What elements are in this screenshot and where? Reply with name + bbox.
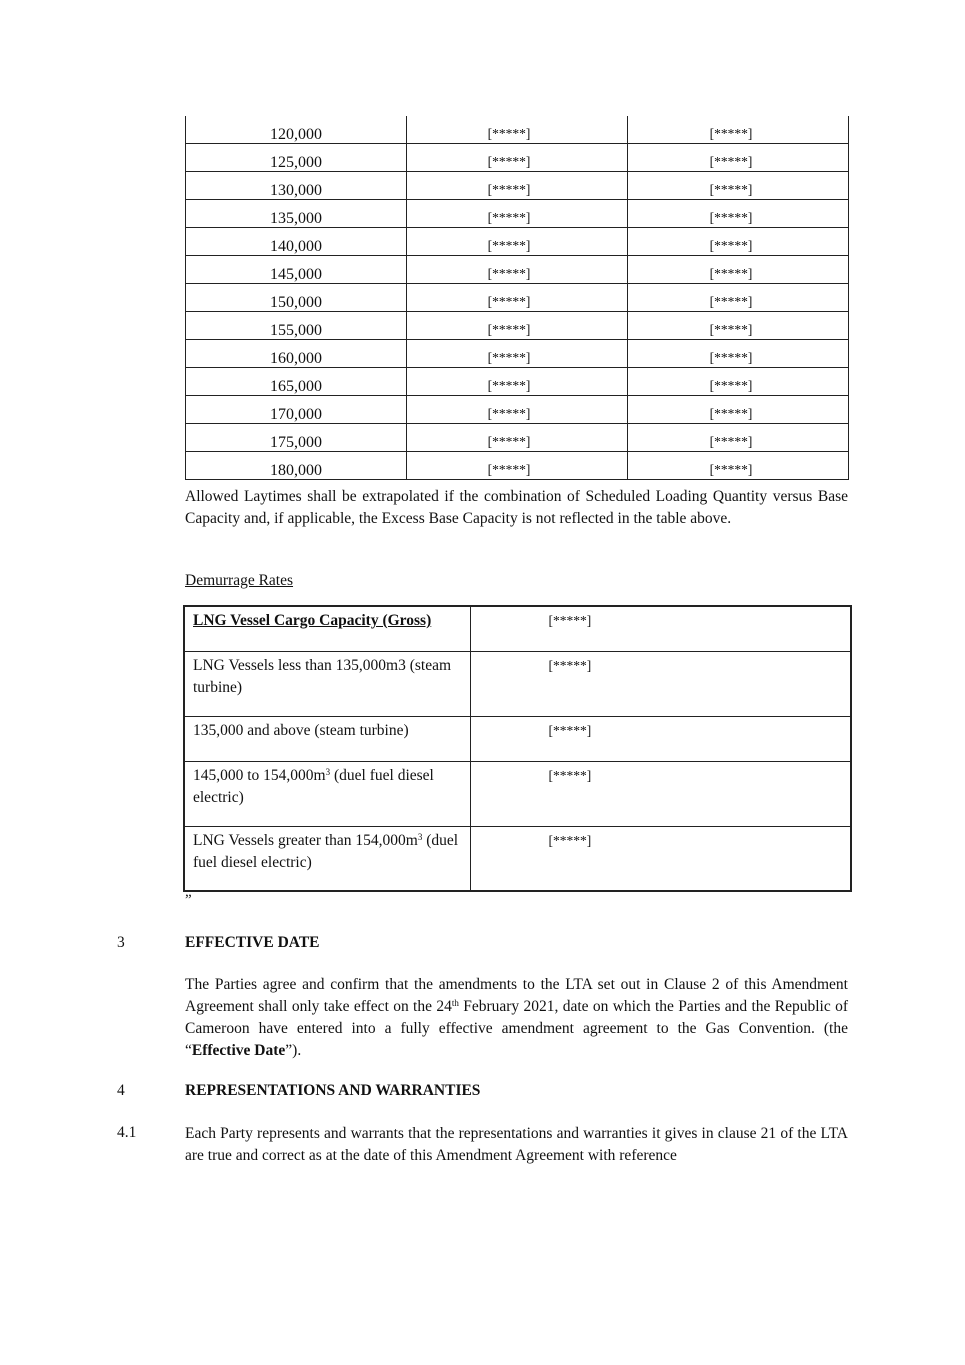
laytime-value-cell: [*****] [407, 256, 628, 284]
demurrage-table [183, 605, 852, 892]
demurrage-row [184, 651, 851, 716]
laytime-value-cell: [*****] [628, 200, 849, 228]
laytime-value-cell: [*****] [407, 312, 628, 340]
laytime-quantity-cell: 125,000 [186, 144, 407, 172]
laytime-value-cell: [*****] [407, 424, 628, 452]
laytime-quantity-cell: 140,000 [186, 228, 407, 256]
laytime-value-cell: [*****] [628, 396, 849, 424]
demurrage-row-label: 135,000 and above (steam turbine) [184, 716, 470, 761]
demurrage-row-label: LNG Vessels less than 135,000m3 (steam turbine) [184, 651, 470, 716]
demurrage-row [184, 826, 851, 891]
laytime-value-cell: [*****] [407, 200, 628, 228]
laytime-value-cell: [*****] [628, 452, 849, 480]
demurrage-row [184, 761, 851, 826]
laytime-value-cell: [*****] [628, 368, 849, 396]
laytime-row [186, 368, 849, 396]
laytime-value-cell: [*****] [407, 172, 628, 200]
laytime-value-cell: [*****] [407, 228, 628, 256]
laytime-quantity-cell: 120,000 [186, 116, 407, 144]
laytime-value-cell: [*****] [628, 172, 849, 200]
laytime-row [186, 116, 849, 144]
laytime-row [186, 452, 849, 480]
demurrage-heading: Demurrage Rates [185, 572, 294, 589]
laytime-quantity-cell: 170,000 [186, 396, 407, 424]
laytime-row [186, 312, 849, 340]
laytime-value-cell: [*****] [407, 396, 628, 424]
demurrage-row [184, 716, 851, 761]
laytime-quantity-cell: 150,000 [186, 284, 407, 312]
laytime-row [186, 424, 849, 452]
demurrage-row-label: LNG Vessels greater than $154,000m^3$ (duel fuel diesel electric) [184, 826, 470, 891]
demurrage-row-value: [*****] [470, 826, 851, 891]
laytime-value-cell: [*****] [407, 116, 628, 144]
demurrage-row-value: [*****] [470, 716, 851, 761]
demurrage-header-row [184, 606, 851, 651]
demurrage-row-value: [*****] [470, 651, 851, 716]
demurrage-row-label: 145,000 to $154,000m^3$ (duel fuel diesel electric) [184, 761, 470, 826]
laytime-value-cell: [*****] [628, 116, 849, 144]
clause-3-text: The Parties agree and confirm that the amendments to the LTA set out in Clause 2 of this Amendment Agreement shall only take effect on the 24th February 2021, date on which the Parties and the Republic of Cameroon have entered into a fully effective amendment agreement to the Gas Convention. (the “Effective Date”). [185, 976, 848, 1059]
clause-4-1-number: 4.1 [117, 1124, 137, 1141]
laytime-row [186, 256, 849, 284]
laytime-quantity-cell: 145,000 [186, 256, 407, 284]
laytime-row [186, 144, 849, 172]
laytime-value-cell: [*****] [628, 256, 849, 284]
demurrage-header-label: LNG Vessel Cargo Capacity (Gross) [184, 606, 470, 651]
laytime-row [186, 200, 849, 228]
closing-quote: ” [185, 892, 192, 908]
laytime-quantity-cell: 155,000 [186, 312, 407, 340]
laytime-value-cell: [*****] [407, 144, 628, 172]
laytime-row [186, 396, 849, 424]
laytime-row [186, 340, 849, 368]
laytime-row [186, 172, 849, 200]
laytime-value-cell: [*****] [407, 284, 628, 312]
clause-4-1-text: Each Party represents and warrants that the representations and warranties it gives in clause 21 of the LTA are true and correct as at the date of this Amendment Agreement with reference [185, 1125, 848, 1164]
laytime-quantity-cell: 130,000 [186, 172, 407, 200]
laytime-value-cell: [*****] [628, 284, 849, 312]
laytime-value-cell: [*****] [628, 228, 849, 256]
clause-4-number: 4 [117, 1082, 125, 1099]
clause-3-number: 3 [117, 934, 125, 951]
clause-3-title: EFFECTIVE DATE [185, 934, 320, 951]
laytime-value-cell: [*****] [407, 340, 628, 368]
laytime-quantity-cell: 160,000 [186, 340, 407, 368]
demurrage-header-value: [*****] [470, 606, 851, 651]
demurrage-row-value: [*****] [470, 761, 851, 826]
laytime-row [186, 284, 849, 312]
clause-4-title: REPRESENTATIONS AND WARRANTIES [185, 1082, 481, 1099]
laytime-quantity-cell: 180,000 [186, 452, 407, 480]
laytime-row [186, 228, 849, 256]
laytime-value-cell: [*****] [407, 368, 628, 396]
laytime-value-cell: [*****] [628, 312, 849, 340]
laytime-quantity-cell: 175,000 [186, 424, 407, 452]
laytime-value-cell: [*****] [628, 340, 849, 368]
laytime-value-cell: [*****] [407, 452, 628, 480]
laytime-note: Allowed Laytimes shall be extrapolated if the combination of Scheduled Loading Quantity versus Base Capacity and, if applicable, the Excess Base Capacity is not reflected in the table above. [185, 488, 848, 527]
laytime-value-cell: [*****] [628, 424, 849, 452]
laytime-table [185, 116, 849, 480]
laytime-quantity-cell: 135,000 [186, 200, 407, 228]
laytime-quantity-cell: 165,000 [186, 368, 407, 396]
laytime-value-cell: [*****] [628, 144, 849, 172]
